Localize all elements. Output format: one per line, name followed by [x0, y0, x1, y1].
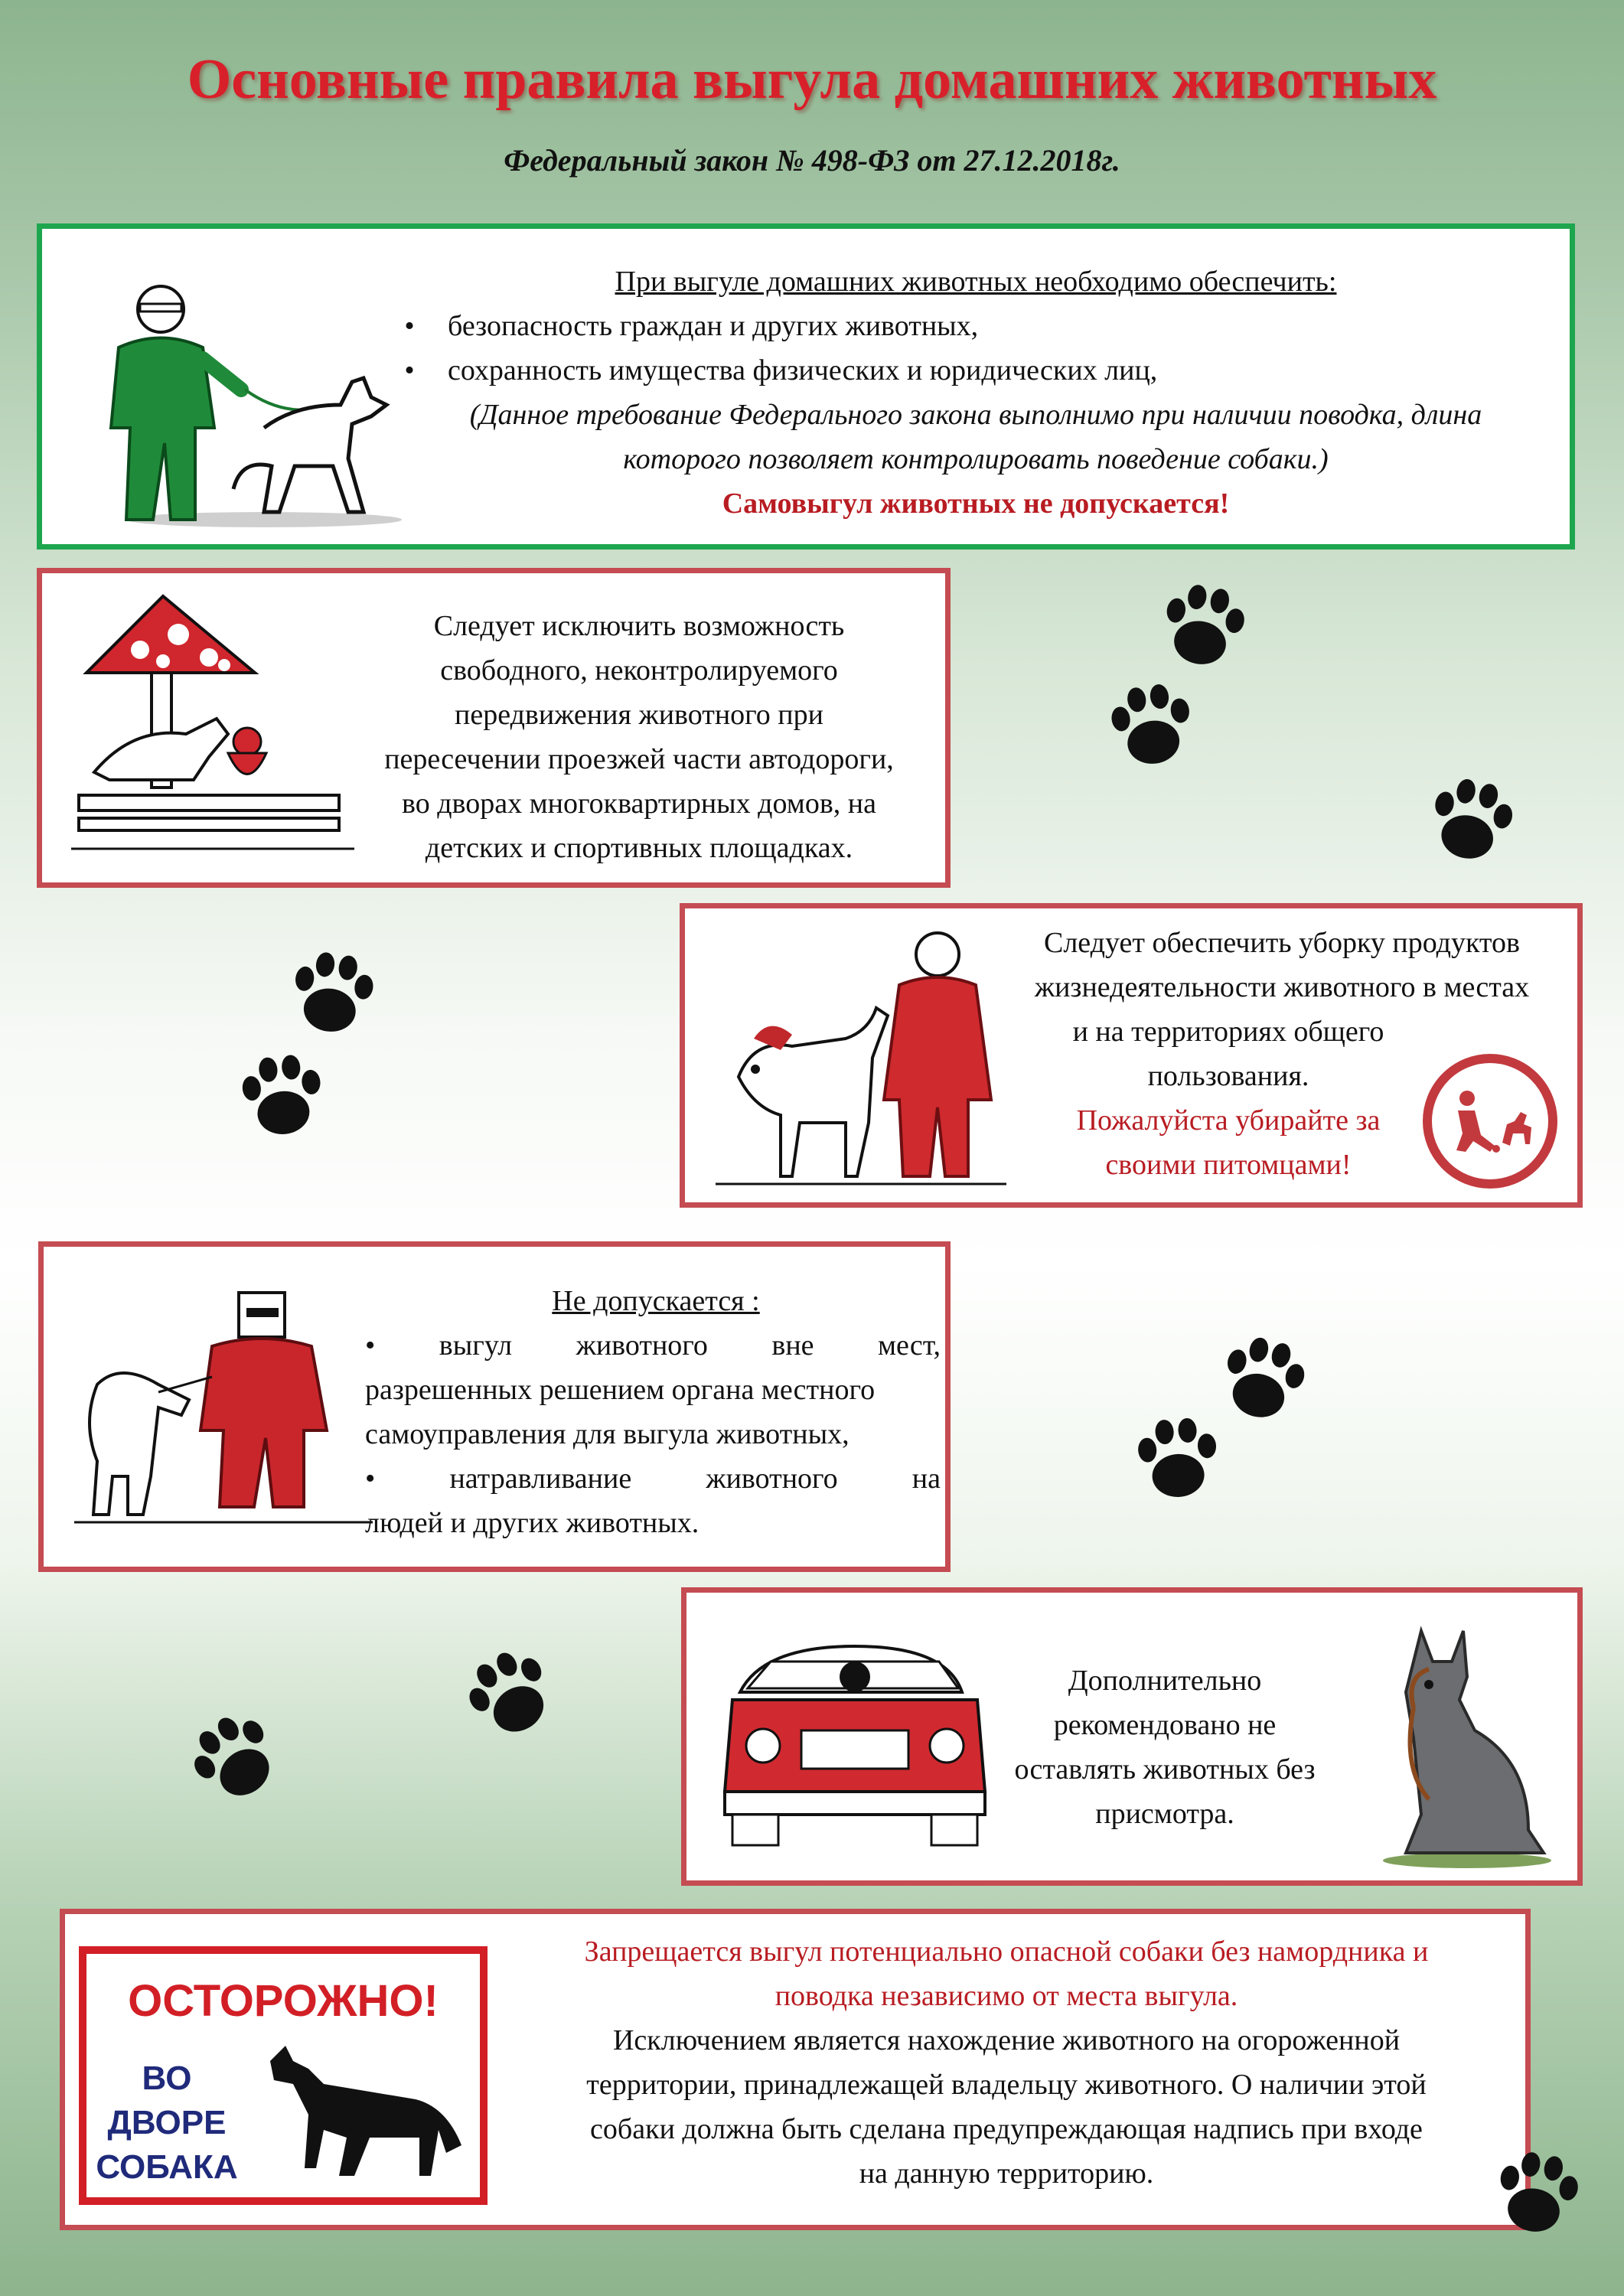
dog-marking-man-illustration: [708, 924, 1014, 1199]
box5-line: рекомендовано не: [1053, 1709, 1277, 1741]
requirement-item: • сохранность имущества физических и юридических лиц,: [404, 354, 1158, 386]
prohibition-item: разрешенных решением органа местного: [365, 1374, 876, 1406]
box2-line: Следует исключить возможность: [433, 610, 845, 642]
box3-line: Следует обеспечить уборку продуктов: [1044, 927, 1520, 959]
box5-line: оставлять животных без: [1014, 1753, 1316, 1786]
paw-print-icon: [1105, 681, 1200, 768]
paw-print-icon: [1217, 1335, 1312, 1422]
dangerous-dog-exception: территории, принадлежащей владельцу животного. О наличии этой: [586, 2069, 1427, 2101]
sitting-dog-with-leash-illustration: [1360, 1616, 1559, 1876]
sign-caution: ОСТОРОЖНО!: [128, 1976, 439, 2026]
box3-line: жизнедеятельности животного в местах: [1034, 971, 1530, 1003]
paw-print-icon: [1131, 1414, 1226, 1502]
man-walking-dog-illustration: [88, 275, 402, 535]
page-title: Основные правила выгула домашних животных: [187, 48, 1437, 111]
sign-line: СОБАКА: [96, 2148, 238, 2186]
law-reference: Федеральный закон № 498-ФЗ от 27.12.2018г.: [504, 143, 1120, 178]
paw-print-icon: [1157, 582, 1252, 669]
box2-line: во дворах многоквартирных домов, на: [402, 788, 876, 820]
paw-print-icon: [1491, 2149, 1586, 2236]
dangerous-dog-box: [60, 1909, 1531, 2230]
requirement-item: • безопасность граждан и других животных,: [404, 310, 979, 342]
paw-print-icon: [286, 949, 381, 1036]
box5-line: присмотра.: [1095, 1798, 1234, 1830]
box2-line: пересечении проезжей части автодороги,: [384, 743, 894, 775]
clean-up-after-pet-sign-icon: [1420, 1051, 1560, 1192]
dog-at-playground-illustration: [64, 589, 370, 879]
leash-note: которого позволяет контролировать поведение собаки.): [623, 443, 1329, 475]
dangerous-dog-ban: поводка независимо от места выгула.: [774, 1980, 1238, 2012]
dangerous-dog-ban: Запрещается выгул потенциально опасной собаки без намордника и: [584, 1936, 1429, 1968]
paw-print-icon: [188, 1714, 283, 1802]
man-with-aggressive-dog-illustration: [74, 1285, 380, 1545]
paw-print-icon: [236, 1052, 331, 1139]
cleanup-box: [680, 903, 1583, 1208]
free-walking-warning: Самовыгул животных не допускается!: [722, 488, 1230, 520]
dangerous-dog-exception: Исключением является нахождение животного на огороженной: [612, 2024, 1401, 2056]
box2-line: детских и спортивных площадках.: [425, 832, 853, 864]
cleanup-appeal: Пожалуйста убирайте за: [1076, 1104, 1381, 1137]
dangerous-dog-exception: собаки должна быть сделана предупреждающая надпись при входе: [590, 2113, 1423, 2145]
box3-line: и на территориях общего: [1072, 1016, 1384, 1048]
box2-line: свободного, неконтролируемого: [440, 654, 838, 687]
prohibition-item: людей и других животных.: [365, 1507, 699, 1539]
box2-line: передвижения животного при: [455, 699, 823, 731]
prohibition-item: • натравливание животного на: [365, 1463, 941, 1495]
leash-note: (Данное требование Федерального закона выполнимо при наличии поводка, длина: [469, 399, 1482, 431]
paw-print-icon: [464, 1650, 559, 1737]
box5-line: Дополнительно: [1068, 1665, 1262, 1697]
sign-line: ДВОРЕ: [107, 2104, 227, 2141]
walking-requirements-box: [37, 223, 1575, 550]
supervision-box: [681, 1587, 1583, 1886]
uncontrolled-movement-box: [37, 568, 951, 888]
paw-print-icon: [1425, 776, 1520, 863]
dangerous-dog-exception: на данную территорию.: [859, 2157, 1154, 2190]
requirements-heading: При выгуле домашних животных необходимо обеспечить:: [615, 266, 1337, 298]
shepherd-dog-silhouette-icon: [263, 2038, 469, 2183]
cat-in-car-illustration: [717, 1616, 993, 1868]
prohibitions-heading: Не допускается :: [552, 1285, 760, 1317]
prohibition-item: • выгул животного вне мест,: [365, 1329, 941, 1362]
prohibition-item: самоуправления для выгула животных,: [365, 1418, 850, 1450]
cleanup-appeal: своими питомцами!: [1105, 1149, 1352, 1181]
beware-of-dog-sign: [79, 1946, 488, 2205]
prohibitions-box: [38, 1241, 951, 1572]
box3-line: пользования.: [1147, 1060, 1309, 1092]
sign-line: ВО: [142, 2060, 192, 2097]
